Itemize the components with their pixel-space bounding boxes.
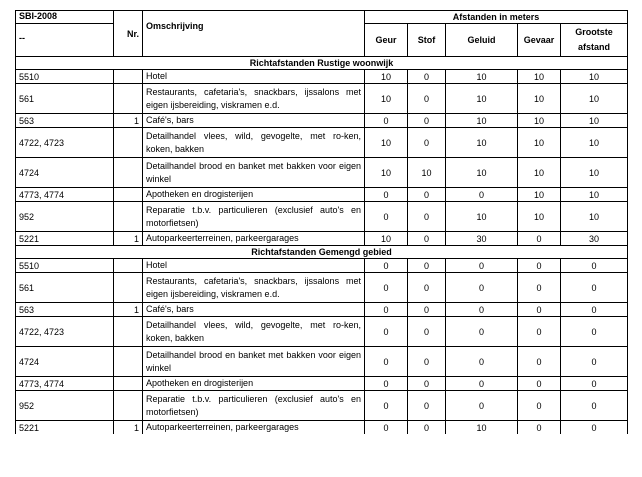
sbi-code-cell: 561 — [16, 273, 114, 303]
nr-cell: 1 — [114, 114, 143, 128]
description-cell: Hotel — [143, 70, 365, 84]
nr-cell: 1 — [114, 421, 143, 435]
geluid-cell: 10 — [446, 84, 518, 114]
stof-cell: 0 — [408, 347, 446, 377]
description-cell: Reparatie t.b.v. particulieren (exclusief auto's en motorfietsen) — [143, 202, 365, 232]
gevaar-cell: 0 — [518, 273, 561, 303]
description-cell: Café's, bars — [143, 303, 365, 317]
table-row — [16, 188, 628, 202]
description-cell: Autoparkeerterreinen, parkeergarages — [143, 232, 365, 246]
gevaar-cell: 0 — [518, 317, 561, 347]
table-body — [16, 57, 628, 435]
grootste-afstand-cell: 0 — [561, 377, 628, 391]
grootste-afstand-cell: 10 — [561, 84, 628, 114]
col-header-stof: Stof — [408, 24, 446, 57]
sbi-code-cell: 4773, 4774 — [16, 377, 114, 391]
sbi-code-cell: 563 — [16, 303, 114, 317]
gevaar-cell: 0 — [518, 347, 561, 377]
gevaar-cell: 10 — [518, 128, 561, 158]
table-row — [16, 391, 628, 421]
nr-header: Nr. — [114, 11, 143, 57]
nr-cell — [114, 128, 143, 158]
description-cell: Autoparkeerterreinen, parkeergarages — [143, 421, 365, 435]
nr-cell — [114, 377, 143, 391]
gevaar-cell: 10 — [518, 84, 561, 114]
stof-cell: 0 — [408, 317, 446, 347]
section-row — [16, 57, 628, 70]
description-cell: Detailhandel brood en banket met bakken voor eigen winkel — [143, 158, 365, 188]
geluid-cell: 30 — [446, 232, 518, 246]
description-cell: Detailhandel vlees, wild, gevogelte, met ro-ken, koken, bakken — [143, 128, 365, 158]
stof-cell: 0 — [408, 421, 446, 435]
gevaar-cell: 0 — [518, 303, 561, 317]
grootste-afstand-cell: 10 — [561, 188, 628, 202]
geluid-cell: 10 — [446, 421, 518, 435]
table-row — [16, 202, 628, 232]
table-row — [16, 421, 628, 435]
table-row — [16, 303, 628, 317]
stof-cell: 0 — [408, 377, 446, 391]
col-header-grootste-afstand: Grootste afstand — [561, 24, 628, 57]
geluid-cell: 0 — [446, 273, 518, 303]
geluid-cell: 10 — [446, 202, 518, 232]
grootste-afstand-cell: 0 — [561, 317, 628, 347]
gevaar-cell: 10 — [518, 188, 561, 202]
grootste-afstand-cell: 10 — [561, 158, 628, 188]
gevaar-cell: 10 — [518, 114, 561, 128]
geur-cell: 0 — [365, 259, 408, 273]
table-row — [16, 317, 628, 347]
geluid-cell: 10 — [446, 128, 518, 158]
stof-cell: 0 — [408, 188, 446, 202]
geluid-cell: 10 — [446, 70, 518, 84]
stof-cell: 0 — [408, 84, 446, 114]
geur-cell: 0 — [365, 317, 408, 347]
nr-cell — [114, 347, 143, 377]
gevaar-cell: 0 — [518, 232, 561, 246]
geur-cell: 0 — [365, 391, 408, 421]
nr-cell — [114, 202, 143, 232]
description-cell: Apotheken en drogisterijen — [143, 188, 365, 202]
grootste-afstand-cell: 0 — [561, 391, 628, 421]
geur-cell: 10 — [365, 70, 408, 84]
gevaar-cell: 0 — [518, 377, 561, 391]
table-row — [16, 128, 628, 158]
header-row-1 — [16, 11, 628, 24]
geur-cell: 10 — [365, 232, 408, 246]
table-row — [16, 377, 628, 391]
geluid-cell: 10 — [446, 158, 518, 188]
geur-cell: 0 — [365, 202, 408, 232]
section-title: Richtafstanden Gemengd gebied — [16, 246, 628, 259]
grootste-afstand-cell: 10 — [561, 114, 628, 128]
table-row — [16, 232, 628, 246]
geluid-cell: 10 — [446, 114, 518, 128]
sbi-code-cell: 4773, 4774 — [16, 188, 114, 202]
description-cell: Restaurants, cafetaria's, snackbars, ijssalons met eigen ijsbereiding, viskramen e.d. — [143, 84, 365, 114]
geluid-cell: 0 — [446, 303, 518, 317]
gevaar-cell: 10 — [518, 202, 561, 232]
description-cell: Café's, bars — [143, 114, 365, 128]
table-row — [16, 259, 628, 273]
sbi-code-cell: 4722, 4723 — [16, 317, 114, 347]
grootste-afstand-cell: 0 — [561, 303, 628, 317]
gevaar-cell: 10 — [518, 158, 561, 188]
geur-cell: 0 — [365, 188, 408, 202]
nr-cell — [114, 317, 143, 347]
nr-cell — [114, 273, 143, 303]
nr-cell: 1 — [114, 303, 143, 317]
geur-cell: 10 — [365, 128, 408, 158]
grootste-afstand-cell: 30 — [561, 232, 628, 246]
table-row — [16, 273, 628, 303]
stof-cell: 0 — [408, 391, 446, 421]
nr-cell — [114, 259, 143, 273]
stof-cell: 0 — [408, 70, 446, 84]
gevaar-cell: 0 — [518, 391, 561, 421]
geluid-cell: 0 — [446, 317, 518, 347]
col-header-gevaar: Gevaar — [518, 24, 561, 57]
geluid-cell: 0 — [446, 259, 518, 273]
table-row — [16, 70, 628, 84]
geur-cell: 0 — [365, 377, 408, 391]
sbi-code-cell: 4722, 4723 — [16, 128, 114, 158]
distance-table — [15, 10, 628, 434]
nr-cell — [114, 158, 143, 188]
sbi-code-cell: 4724 — [16, 158, 114, 188]
geluid-cell: 0 — [446, 188, 518, 202]
sbi-code-cell: 952 — [16, 202, 114, 232]
geur-cell: 0 — [365, 421, 408, 435]
description-cell: Detailhandel vlees, wild, gevogelte, met ro-ken, koken, bakken — [143, 317, 365, 347]
sbi-code-cell: 561 — [16, 84, 114, 114]
nr-cell — [114, 84, 143, 114]
sbi-code-cell: 5510 — [16, 70, 114, 84]
nr-cell — [114, 391, 143, 421]
table-row — [16, 84, 628, 114]
grootste-afstand-cell: 0 — [561, 273, 628, 303]
table-row — [16, 347, 628, 377]
grootste-afstand-cell: 10 — [561, 70, 628, 84]
nr-cell — [114, 70, 143, 84]
stof-cell: 0 — [408, 202, 446, 232]
afstanden-header: Afstanden in meters — [365, 11, 628, 24]
geur-cell: 0 — [365, 273, 408, 303]
sbi-code-cell: 5221 — [16, 232, 114, 246]
description-cell: Apotheken en drogisterijen — [143, 377, 365, 391]
sbi-code-cell: 563 — [16, 114, 114, 128]
grootste-afstand-cell: 0 — [561, 259, 628, 273]
col-header-geur: Geur — [365, 24, 408, 57]
document-page — [15, 10, 627, 434]
sbi-code-cell: 5510 — [16, 259, 114, 273]
col-header-geluid: Geluid — [446, 24, 518, 57]
geluid-cell: 0 — [446, 377, 518, 391]
table-row — [16, 158, 628, 188]
section-row — [16, 246, 628, 259]
table-row — [16, 114, 628, 128]
gevaar-cell: 0 — [518, 259, 561, 273]
sbi-code-cell: 952 — [16, 391, 114, 421]
gevaar-cell: 10 — [518, 70, 561, 84]
sbi-code-cell: 5221 — [16, 421, 114, 435]
description-cell: Hotel — [143, 259, 365, 273]
grootste-afstand-cell: 10 — [561, 128, 628, 158]
stof-cell: 0 — [408, 114, 446, 128]
stof-cell: 0 — [408, 128, 446, 158]
description-cell: Detailhandel brood en banket met bakken voor eigen winkel — [143, 347, 365, 377]
stof-cell: 10 — [408, 158, 446, 188]
stof-cell: 0 — [408, 273, 446, 303]
description-cell: Reparatie t.b.v. particulieren (exclusief auto's en motorfietsen) — [143, 391, 365, 421]
stof-cell: 0 — [408, 303, 446, 317]
stof-cell: 0 — [408, 232, 446, 246]
stof-cell: 0 — [408, 259, 446, 273]
section-title: Richtafstanden Rustige woonwijk — [16, 57, 628, 70]
dash-header: -- — [16, 24, 114, 57]
gevaar-cell: 0 — [518, 421, 561, 435]
geur-cell: 0 — [365, 303, 408, 317]
nr-cell: 1 — [114, 232, 143, 246]
omschrijving-header: Omschrijving — [143, 11, 365, 57]
nr-cell — [114, 188, 143, 202]
grootste-afstand-cell: 0 — [561, 421, 628, 435]
grootste-afstand-cell: 0 — [561, 347, 628, 377]
sbi-code-cell: 4724 — [16, 347, 114, 377]
geluid-cell: 0 — [446, 391, 518, 421]
sbi-header: SBI-2008 — [16, 11, 114, 24]
grootste-afstand-cell: 10 — [561, 202, 628, 232]
geur-cell: 10 — [365, 158, 408, 188]
description-cell: Restaurants, cafetaria's, snackbars, ijssalons met eigen ijsbereiding, viskramen e.d. — [143, 273, 365, 303]
geluid-cell: 0 — [446, 347, 518, 377]
geur-cell: 10 — [365, 84, 408, 114]
geur-cell: 0 — [365, 114, 408, 128]
geur-cell: 0 — [365, 347, 408, 377]
